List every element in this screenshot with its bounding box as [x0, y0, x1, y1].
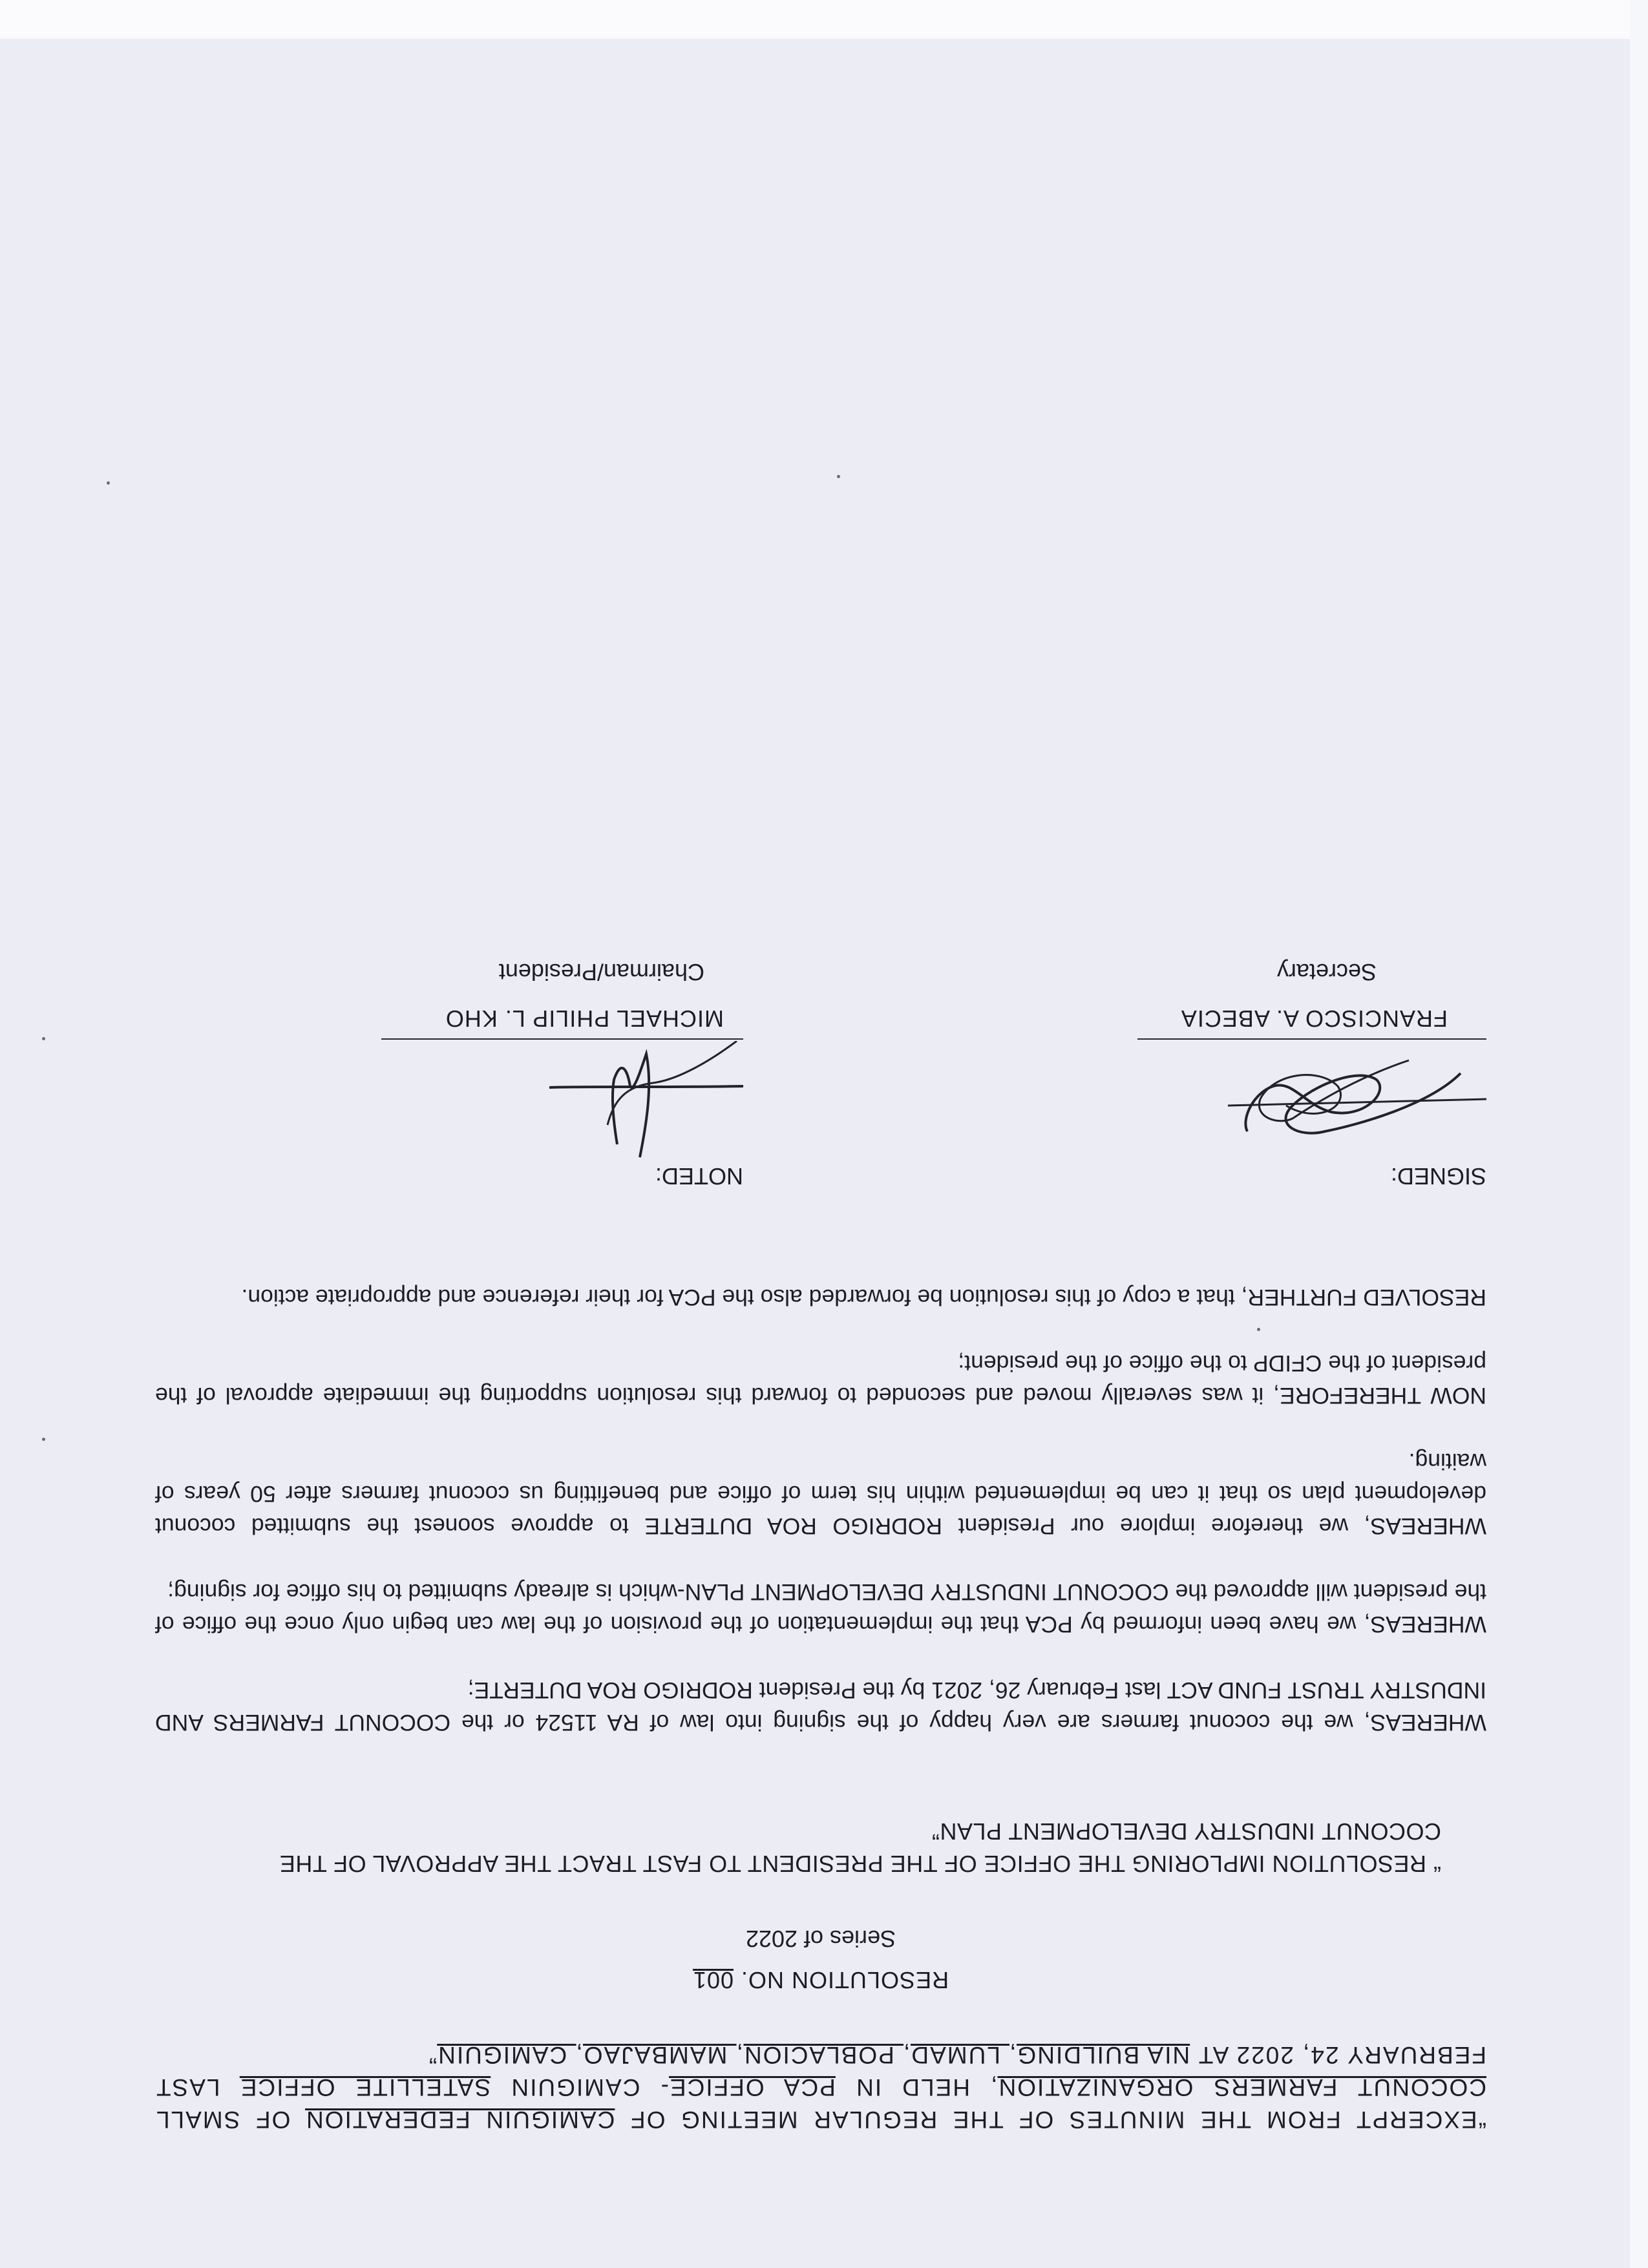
resolution-number: 001 — [692, 1967, 734, 1993]
resolution-title: “ RESOLUTION IMPLORING THE OFFICE OF THE PRESIDENT TO FAST TRACT THE APPROVAL OF THE COCONUT INDUSTRY DEVELOPMENT PLAN” — [279, 1818, 1441, 1877]
scan-speck — [42, 1438, 45, 1441]
resolution-document — [155, 828, 1486, 2136]
signed-label: SIGNED: — [1390, 1163, 1486, 1190]
scan-speck — [42, 1037, 45, 1040]
excerpt-text: , HELD IN — [835, 2074, 998, 2101]
excerpt-satellite-office: SATELLITE OFFICE — [239, 2074, 491, 2101]
signature-block — [155, 828, 1486, 1190]
secretary-signature-line — [1137, 1038, 1486, 1040]
excerpt-venue: NIA BUILDING, LUMAD, POBLACION, MAMBAJAO, CAMIGUIN — [437, 2042, 1190, 2068]
excerpt-text: OF SMALL — [155, 2106, 306, 2133]
whereas-paragraph-2: WHEREAS, we have been informed by PCA that the implementation of the provision of the law can begin only once the office of the president will approved the COCONUT INDUSTRY DEVELOPMENT PLAN-which is already submitted to his office for signing; — [155, 1579, 1486, 1637]
president-signature-line — [381, 1038, 743, 1040]
resolution-label: RESOLUTION NO. — [734, 1967, 949, 1993]
president-signature — [472, 1041, 743, 1164]
noted-label: NOTED: — [655, 1163, 743, 1190]
resolved-further-paragraph: RESOLVED FURTHER, that a copy of this resolution be forwarded also the PCA for their reference and appropriate action. — [241, 1285, 1486, 1310]
scan-speck — [107, 481, 110, 485]
scanner-edge — [0, 0, 1648, 39]
now-therefore-paragraph: NOW THEREFORE, it was severally moved and seconded to forward this resolution supporting the immediate approval of the president of the CFIDP to the office of the president; — [155, 1350, 1486, 1409]
excerpt-organization: COCONUT FARMERS ORGANIZATION — [997, 2074, 1486, 2101]
scanner-edge-side — [1630, 0, 1648, 2268]
scan-speck — [837, 475, 840, 478]
excerpt-federation: CAMIGUIN FEDERATION — [305, 2106, 615, 2133]
excerpt-text: LAST FEBRUARY 24, 2022 AT — [155, 2042, 1486, 2101]
whereas-paragraph-3: WHEREAS, we therefore implore our President RODRIGO ROA DUTERTE to approve soonest the submitted coconut development plan so that it can be implemented within his term of office and benefitting us coconut farmers after 50 years of waiting. — [155, 1449, 1486, 1539]
excerpt-pca-office: PCA OFFICE — [668, 2074, 836, 2101]
secretary-signature — [1215, 1047, 1486, 1144]
resolution-number-line — [155, 1966, 1486, 1993]
resolution-series: Series of 2022 — [745, 1926, 896, 1952]
minutes-excerpt-heading — [155, 2039, 1486, 2136]
secretary-name: FRANCISCO A. ABECIA — [1180, 1005, 1448, 1032]
whereas-paragraph-1: WHEREAS, we the coconut farmers are very happy of the signing into law of RA 11524 or the COCONUT FARMERS AND INDUSTRY TRUST FUND ACT last February 26, 2021 by the President RODRIGO ROA DUTERTE; — [155, 1677, 1486, 1736]
excerpt-text: ” — [427, 2042, 438, 2068]
president-name: MICHAEL PHILIP L. KHO — [445, 1005, 724, 1032]
president-title: Chairman/President — [498, 959, 704, 985]
excerpt-text: “EXCERPT FROM THE MINUTES OF THE REGULAR MEETING OF — [615, 2106, 1486, 2133]
excerpt-text: - CAMIGUIN — [491, 2074, 669, 2101]
secretary-title: Secretary — [1276, 959, 1377, 985]
